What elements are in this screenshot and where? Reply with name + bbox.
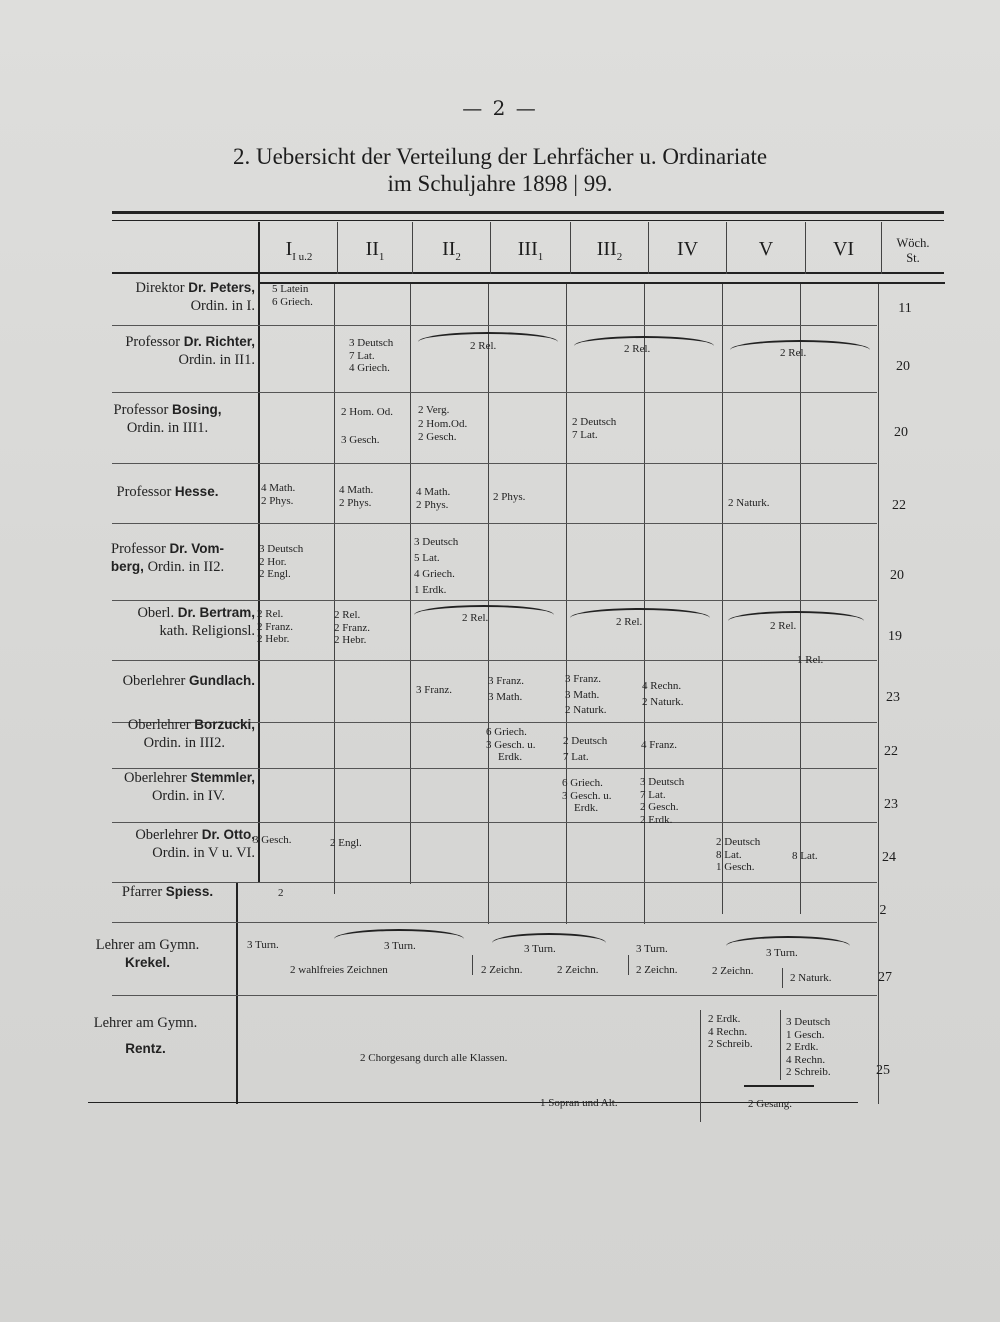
- cell-krekel-IV-zeichn: 2 Zeichn.: [636, 964, 678, 976]
- col-divider: [488, 284, 489, 924]
- cell-vomberg-II2: 3 Deutsch 5 Lat. 4 Griech. 1 Erdk.: [414, 536, 459, 596]
- col-divider: [800, 284, 801, 914]
- total-rentz: 25: [876, 1063, 890, 1078]
- cell-spiess-I: 2: [278, 887, 284, 899]
- cell-rentz-V: 2 Erdk. 4 Rechn. 2 Schreib.: [708, 1013, 753, 1050]
- teacher-column-separator-lower: [236, 882, 238, 1104]
- total-vomberg: 20: [890, 568, 904, 583]
- cell-borzucki-III1: 6 Griech. 3 Gesch. u. Erdk.: [486, 726, 536, 763]
- cell-bosing-III2: 2 Deutsch 7 Lat.: [572, 416, 617, 441]
- cell-krekel-I-turn: 3 Turn.: [247, 939, 279, 951]
- teacher-richter: Professor Dr. Richter, Ordin. in II1.: [125, 334, 255, 368]
- teacher-hesse: Professor Hesse.: [116, 484, 219, 500]
- header-bottom-rule-2: [260, 282, 945, 284]
- page-number: — 2 —: [462, 96, 538, 120]
- cell-krekel-III1-turn: 3 Turn.: [524, 943, 556, 955]
- col-divider: [780, 1010, 781, 1080]
- cell-hesse-III1: 2 Phys.: [493, 491, 526, 503]
- cell-gundlach-III2: 3 Franz. 3 Math. 2 Naturk.: [565, 673, 607, 716]
- cell-otto-V: 2 Deutsch 8 Lat. 1 Gesch.: [716, 836, 761, 873]
- teacher-otto: Oberlehrer Dr. Otto, Ordin. in V u. VI.: [135, 827, 255, 861]
- cell-bosing-II1-b: 3 Gesch.: [341, 434, 380, 446]
- cell-krekel-II-turn: 3 Turn.: [384, 940, 416, 952]
- total-bertram: 19: [888, 629, 902, 644]
- cell-krekel-zeichnen: 2 wahlfreies Zeichnen: [290, 964, 388, 976]
- row-divider: [112, 822, 877, 823]
- gesang-bracket: [744, 1085, 814, 1087]
- cell-bertram-rel-V-VI: 2 Rel.: [770, 620, 797, 632]
- cell-borzucki-IV: 4 Franz.: [641, 739, 678, 751]
- cell-gundlach-IV: 4 Rechn. 2 Naturk.: [642, 680, 684, 708]
- cell-rentz-chorgesang: 2 Chorgesang durch alle Klassen.: [360, 1052, 508, 1064]
- col-divider: [700, 1010, 701, 1122]
- teacher-spiess: Pfarrer Spiess.: [121, 884, 214, 900]
- col-divider: [472, 955, 473, 975]
- row-divider: [112, 600, 877, 601]
- cell-bertram-II1: 2 Rel. 2 Franz. 2 Hebr.: [334, 609, 371, 646]
- cell-bosing-II2: 2 Verg. 2 Hom.Od. 2 Gesch.: [418, 404, 468, 443]
- cell-hesse-V: 2 Naturk.: [728, 497, 770, 509]
- cell-gundlach-III1: 3 Franz. 3 Math.: [488, 675, 525, 703]
- cell-bertram-rel-II2-III1: 2 Rel.: [462, 612, 489, 624]
- total-gundlach: 23: [886, 690, 900, 705]
- col-divider: [410, 284, 411, 884]
- total-otto: 24: [882, 850, 896, 865]
- column-header-VI: VI: [832, 238, 855, 260]
- teacher-borzucki: Oberlehrer Borzucki, Ordin. in III2.: [127, 717, 255, 751]
- cell-richter-rel-V-VI: 2 Rel.: [780, 347, 807, 359]
- teacher-bertram: Oberl. Dr. Bertram, kath. Religionsl.: [137, 605, 255, 639]
- teacher-stemmler: Oberlehrer Stemmler, Ordin. in IV.: [124, 770, 255, 804]
- column-header-V: V: [758, 238, 774, 260]
- col-divider: [722, 284, 723, 914]
- total-richter: 20: [896, 359, 910, 374]
- col-divider: [334, 284, 335, 894]
- col-divider: [566, 284, 567, 924]
- total-spiess: 2: [879, 903, 887, 918]
- column-header-II1: $II_1$: [365, 238, 385, 263]
- cell-rentz-gesang: 2 Gesang.: [748, 1098, 792, 1110]
- cell-bertram-rel-III2-IV: 2 Rel.: [616, 616, 643, 628]
- header-bottom-rule: [112, 272, 944, 274]
- cell-vomberg-I: 3 Deutsch 2 Hor. 2 Engl.: [259, 543, 304, 580]
- cell-bertram-VI: 1 Rel.: [797, 654, 824, 666]
- table-top-rule: [112, 211, 944, 214]
- column-header-weekly-hours: Wöch. St.: [896, 236, 930, 265]
- title-line-1: 2. Uebersicht der Verteilung der Lehrfächer u. Ordinariate: [232, 144, 768, 169]
- teacher-krekel: Lehrer am Gymn. Krekel.: [95, 937, 200, 970]
- cell-otto-VI: 8 Lat.: [792, 850, 818, 862]
- col-divider: [628, 955, 629, 975]
- total-hesse: 22: [892, 498, 906, 513]
- cell-stemmler-III2: 6 Griech. 3 Gesch. u. Erdk.: [562, 777, 612, 814]
- column-header-I: $I_{I u.2}$: [285, 238, 313, 263]
- row-divider: [112, 392, 877, 393]
- col-divider: [782, 968, 783, 988]
- column-header-II2: $II_2$: [442, 238, 461, 263]
- teacher-peters: Direktor Dr. Peters, Ordin. in I.: [135, 280, 255, 314]
- cell-stemmler-IV: 3 Deutsch 7 Lat. 2 Gesch. 2 Erdk.: [640, 776, 685, 826]
- title-line-2: im Schuljahre 1898 | 99.: [387, 171, 613, 196]
- col-divider: [644, 284, 645, 924]
- cell-otto-II1: 2 Engl.: [330, 837, 362, 849]
- table-bottom-rule: [88, 1102, 858, 1103]
- teacher-gundlach: Oberlehrer Gundlach.: [122, 673, 255, 689]
- cell-bertram-I: 2 Rel. 2 Franz. 2 Hebr.: [257, 608, 294, 645]
- row-divider: [112, 523, 877, 524]
- total-stemmler: 23: [884, 797, 898, 812]
- cell-borzucki-III2: 2 Deutsch 7 Lat.: [563, 735, 608, 763]
- total-peters: 11: [898, 301, 912, 316]
- cell-richter-II1: 3 Deutsch 7 Lat. 4 Griech.: [349, 337, 394, 374]
- cell-hesse-II1: 4 Math. 2 Phys.: [339, 484, 374, 509]
- cell-rentz-sopran: 1 Sopran und Alt.: [540, 1097, 618, 1109]
- total-krekel: 27: [878, 970, 892, 985]
- cell-hesse-II2: 4 Math. 2 Phys.: [416, 486, 451, 511]
- row-divider: [112, 922, 877, 923]
- teacher-rentz: Lehrer am Gymn. Rentz.: [93, 1015, 198, 1056]
- total-borzucki: 22: [884, 744, 898, 759]
- total-bosing: 20: [894, 425, 908, 440]
- cell-richter-rel-III2-IV: 2 Rel.: [624, 343, 651, 355]
- cell-bosing-II1-a: 2 Hom. Od.: [341, 406, 393, 418]
- cell-rentz-VI: 3 Deutsch 1 Gesch. 2 Erdk. 4 Rechn. 2 Schreib.: [786, 1016, 831, 1078]
- row-divider: [112, 325, 877, 326]
- column-header-III1: $III_1$: [517, 238, 544, 263]
- cell-otto-I: 3 Gesch.: [253, 834, 292, 846]
- column-header-IV: IV: [676, 238, 699, 260]
- cell-richter-rel-II2-III1: 2 Rel.: [470, 340, 497, 352]
- cell-gundlach-II2: 3 Franz.: [416, 684, 453, 696]
- cell-peters-I: 5 Latein 6 Griech.: [272, 283, 313, 308]
- teacher-bosing: Professor Bosing, Ordin. in III1.: [113, 402, 222, 436]
- cell-krekel-III1-zeichn: 2 Zeichn.: [481, 964, 523, 976]
- cell-krekel-VVI-turn: 3 Turn.: [766, 947, 798, 959]
- cell-krekel-III2-zeichn: 2 Zeichn.: [557, 964, 599, 976]
- row-divider: [112, 995, 877, 996]
- cell-krekel-V-zeichn: 2 Zeichn.: [712, 965, 754, 977]
- column-header-III2: $III_2$: [596, 238, 623, 263]
- cell-hesse-I: 4 Math. 2 Phys.: [261, 482, 296, 507]
- cell-krekel-VI-naturk: 2 Naturk.: [790, 972, 832, 984]
- teacher-vomberg: Professor Dr. Vom- berg, Ordin. in II2.: [110, 541, 225, 575]
- row-divider: [112, 463, 877, 464]
- table-top-rule-thin: [112, 220, 944, 221]
- cell-krekel-IV-turn: 3 Turn.: [636, 943, 668, 955]
- row-divider: [112, 660, 877, 661]
